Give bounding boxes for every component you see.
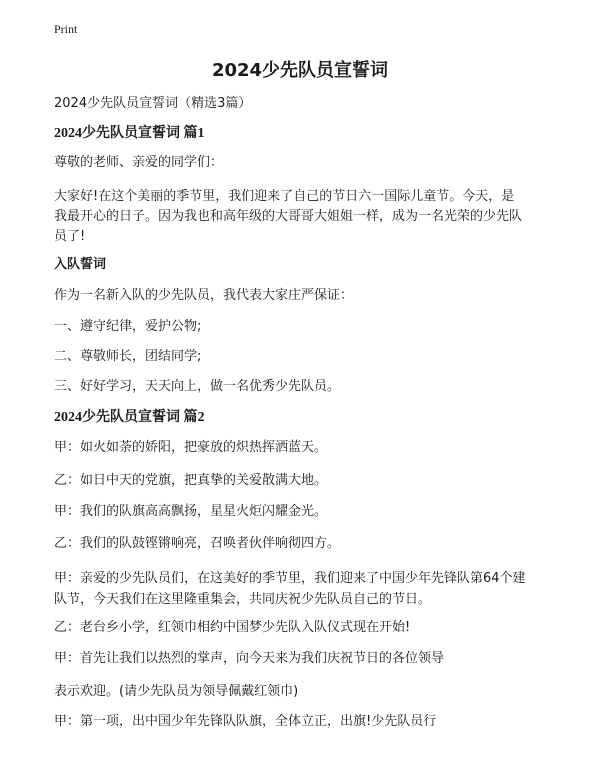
page-title: 2024少先队员宣誓词 [211,60,389,81]
paragraph-7: 甲：首先让我们以热烈的掌声，向今天来为我们庆祝节日的各位领导 [54,651,445,666]
paragraph-5-line-1: 甲：亲爱的少先队员们，在这美好的季节里，我们迎来了中国少年先锋队第64个建 [54,571,526,586]
section-heading-1: 2024少先队员宣誓词 篇1 [54,126,205,141]
paragraph-5-line-2: 队节，今天我们在这里隆重集会，共同庆祝少先队员自己的节日。 [54,592,432,607]
subtitle: 2024少先队员宣誓词（精选3篇） [54,96,252,111]
paragraph-3: 甲：我们的队旗高高飘扬，星星火炬闪耀金光。 [54,504,328,519]
paragraph-1: 甲：如火如荼的娇阳，把豪放的炽热挥洒蓝天。 [54,440,328,455]
paragraph-2: 乙：如日中天的党旗，把真挚的关爱散满大地。 [54,473,328,488]
paragraph-4: 乙：我们的队鼓铿锵响亮，召唤者伙伴响彻四方。 [54,536,341,551]
paragraph-9: 甲：第一项，出中国少年先锋队队旗，全体立正，出旗!少先队员行 [54,714,437,729]
oath-item-1: 一、遵守纪律，爱护公物; [54,319,202,334]
paragraph-6: 乙：老台乡小学，红领巾相约中国梦少先队入队仪式现在开始! [54,620,411,635]
intro-line-1: 大家好!在这个美丽的季节里，我们迎来了自己的节日六一国际儿童节。今天，是 [54,189,515,204]
oath-heading: 入队誓词 [54,257,107,272]
oath-item-3: 三、好好学习，天天向上，做一名优秀少先队员。 [54,379,341,394]
oath-item-2: 二、尊敬师长，团结同学; [54,349,202,364]
intro-line-2: 我最开心的日子。因为我也和高年级的大哥哥大姐姐一样，成为一名光荣的少先队 [54,209,523,224]
section-heading-2: 2024少先队员宣誓词 篇2 [54,410,205,425]
intro-line-3: 员了! [54,229,86,244]
oath-intro: 作为一名新入队的少先队员，我代表大家庄严保证： [54,288,354,303]
greeting: 尊敬的老师、亲爱的同学们： [54,155,224,170]
print-label[interactable]: Print [54,22,78,36]
paragraph-8: 表示欢迎。(请少先队员为领导佩戴红领巾) [54,684,299,699]
